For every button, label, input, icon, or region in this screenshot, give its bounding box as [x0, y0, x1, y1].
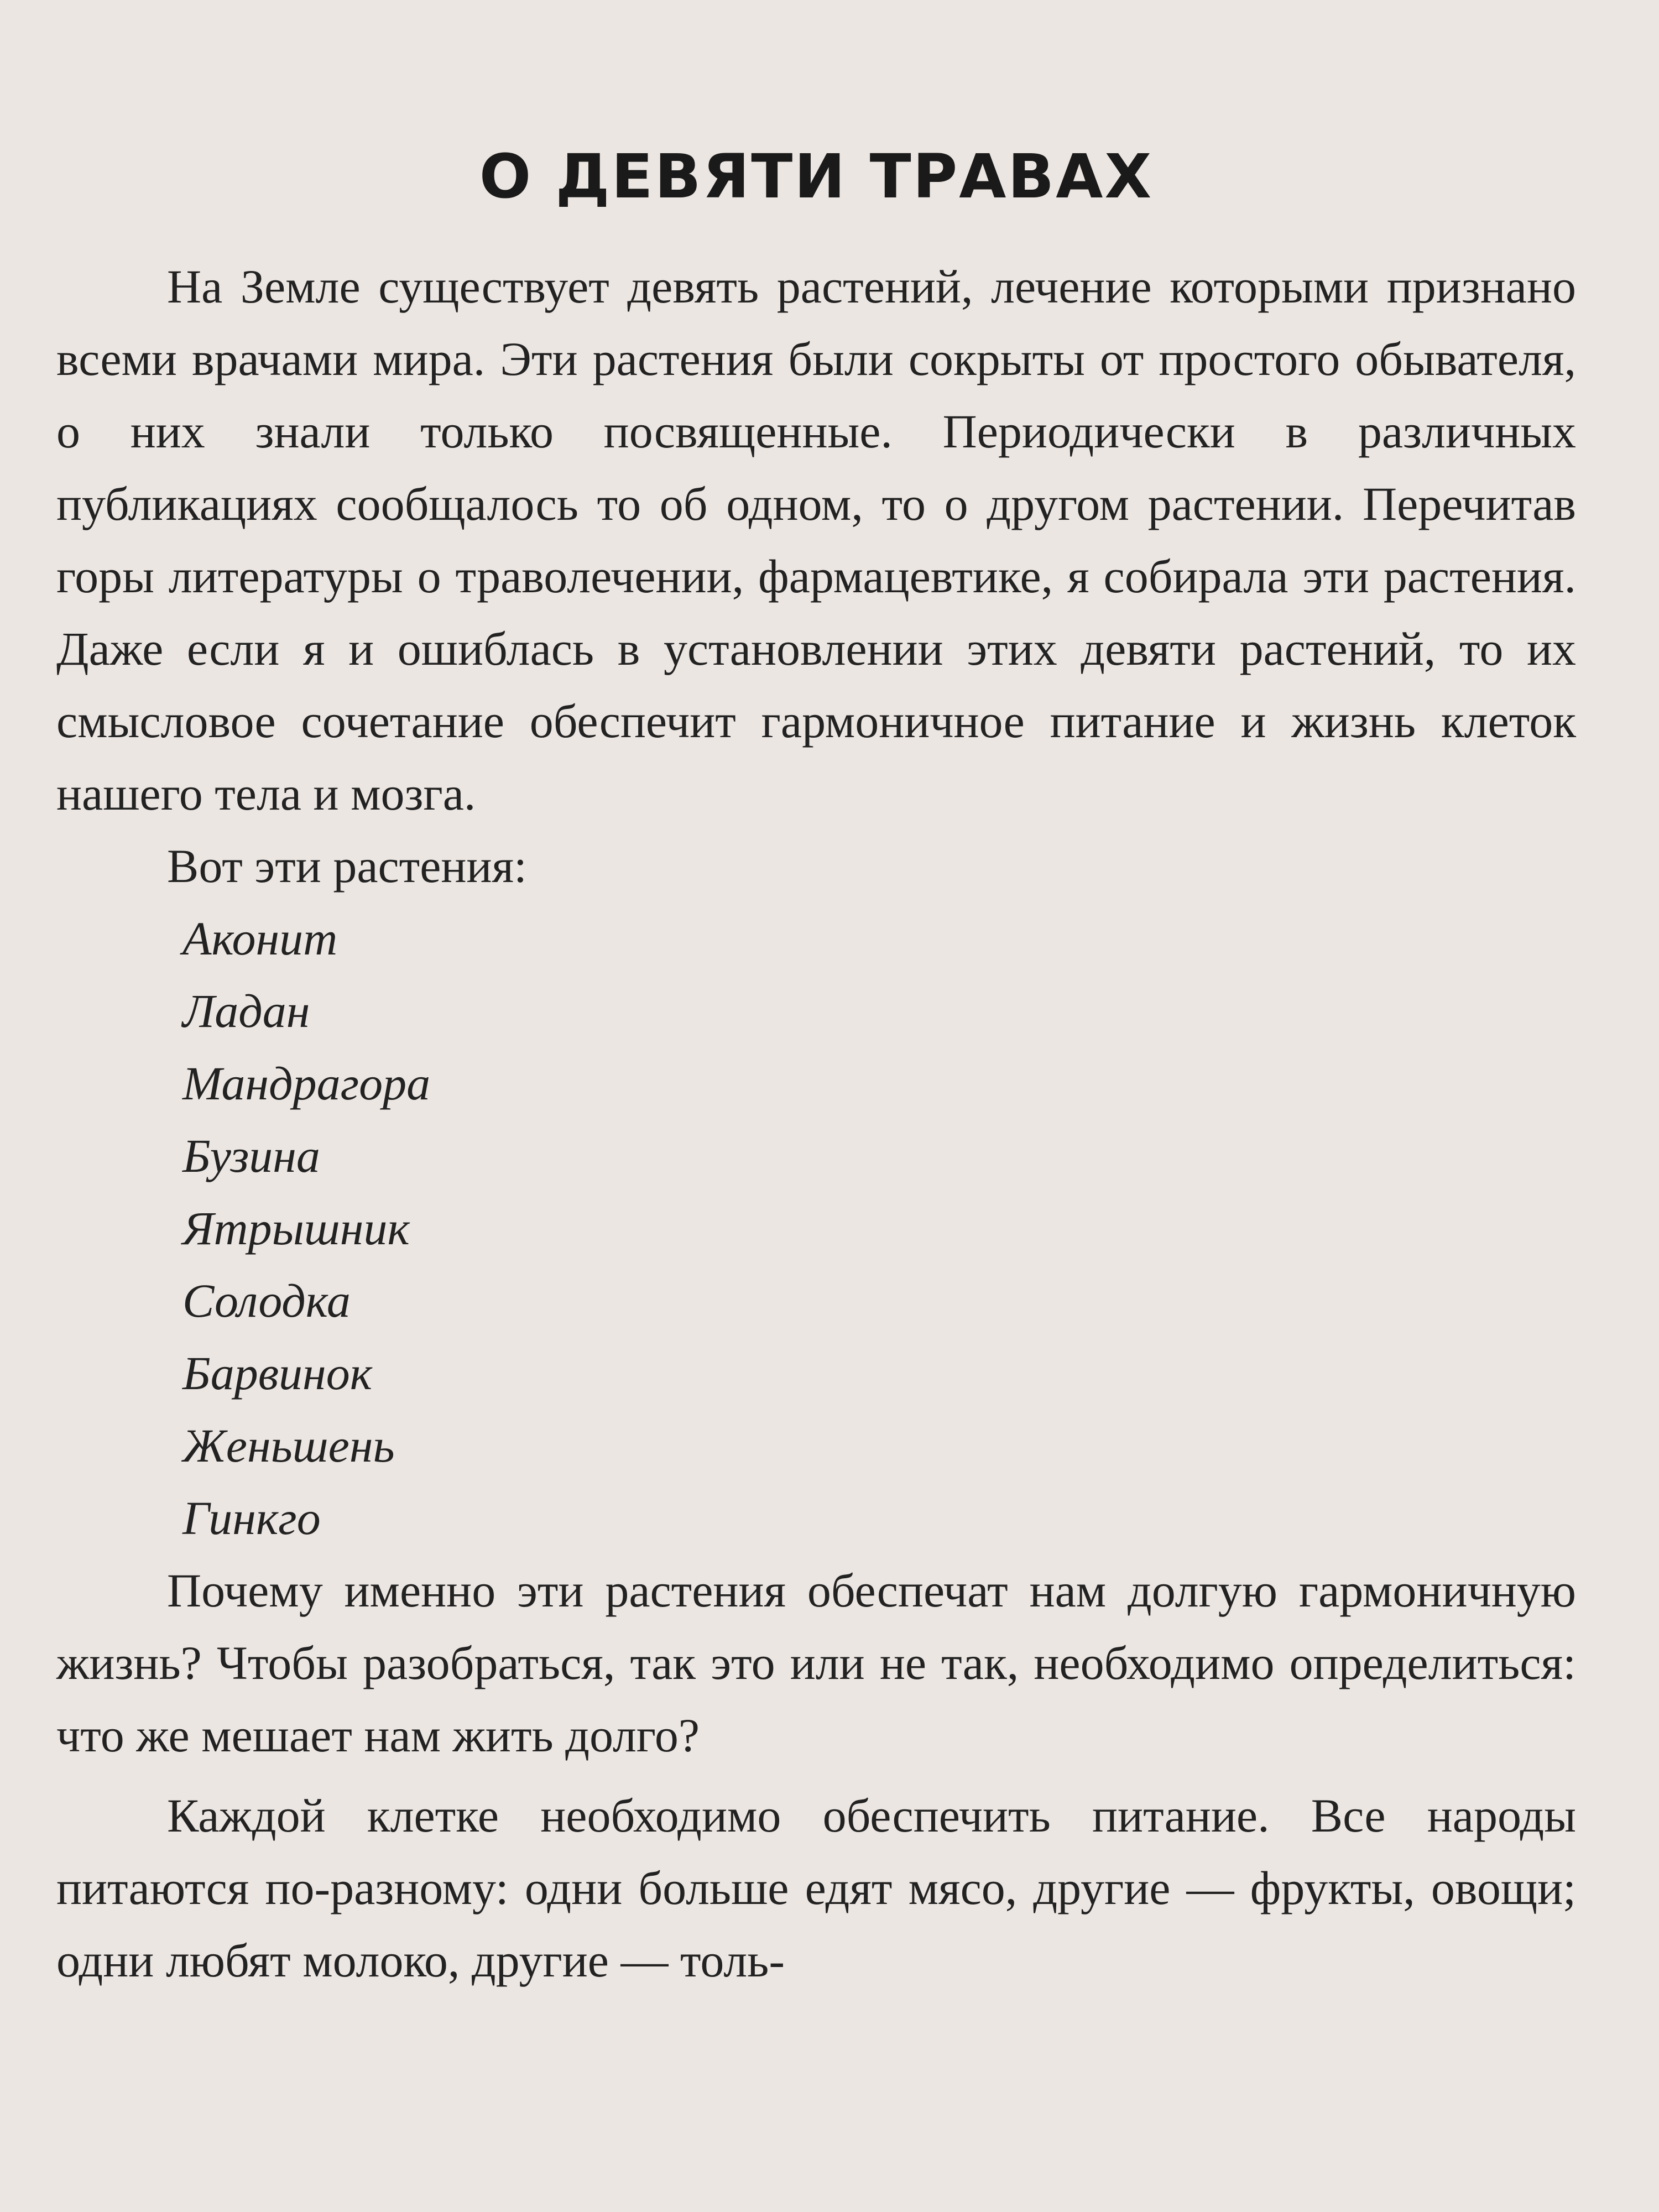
list-intro: Вот эти растения:	[167, 839, 527, 893]
plant-item: Ятрышник	[182, 1202, 410, 1255]
plant-item: Женьшень	[182, 1419, 395, 1472]
chapter-title: О ДЕВЯТИ ТРАВАХ	[479, 141, 1154, 212]
plant-item: Барвинок	[182, 1347, 372, 1400]
plant-item: Солодка	[182, 1274, 351, 1327]
intro-paragraph: На Земле существует девять растений, лечение которыми признано всеми врачами мира. Эти растения были сокрыты от простого обывателя, о них знали только посвященные. Периодически в различных публикациях сообщалось то об одном, то о другом растении. Перечитав горы литературы о траволечении, фармацевтике, я собирала эти растения. Даже если я и ошиблась в установлении этих девяти растений, то их смысловое сочетание обеспечит гармоничное питание и жизнь клеток нашего тела и мозга.	[56, 260, 1576, 820]
plant-list	[56, 902, 1576, 1554]
plant-item: Мандрагора	[182, 1057, 431, 1110]
plant-item: Гинкго	[182, 1491, 321, 1545]
plant-item: Бузина	[182, 1129, 320, 1182]
plant-item: Аконит	[182, 912, 338, 965]
closing-paragraph: Каждой клетке необходимо обеспечить питание. Все народы питаются по-разному: одни больше едят мясо, другие — фрукты, овощи; одни любят молоко, другие — толь-	[56, 1789, 1576, 1987]
plant-item: Ладан	[182, 984, 310, 1037]
closing-paragraph: Почему именно эти растения обеспечат нам долгую гармоничную жизнь? Чтобы разобраться, так это или не так, необходимо определиться: что же мешает нам жить долго?	[56, 1564, 1576, 1762]
